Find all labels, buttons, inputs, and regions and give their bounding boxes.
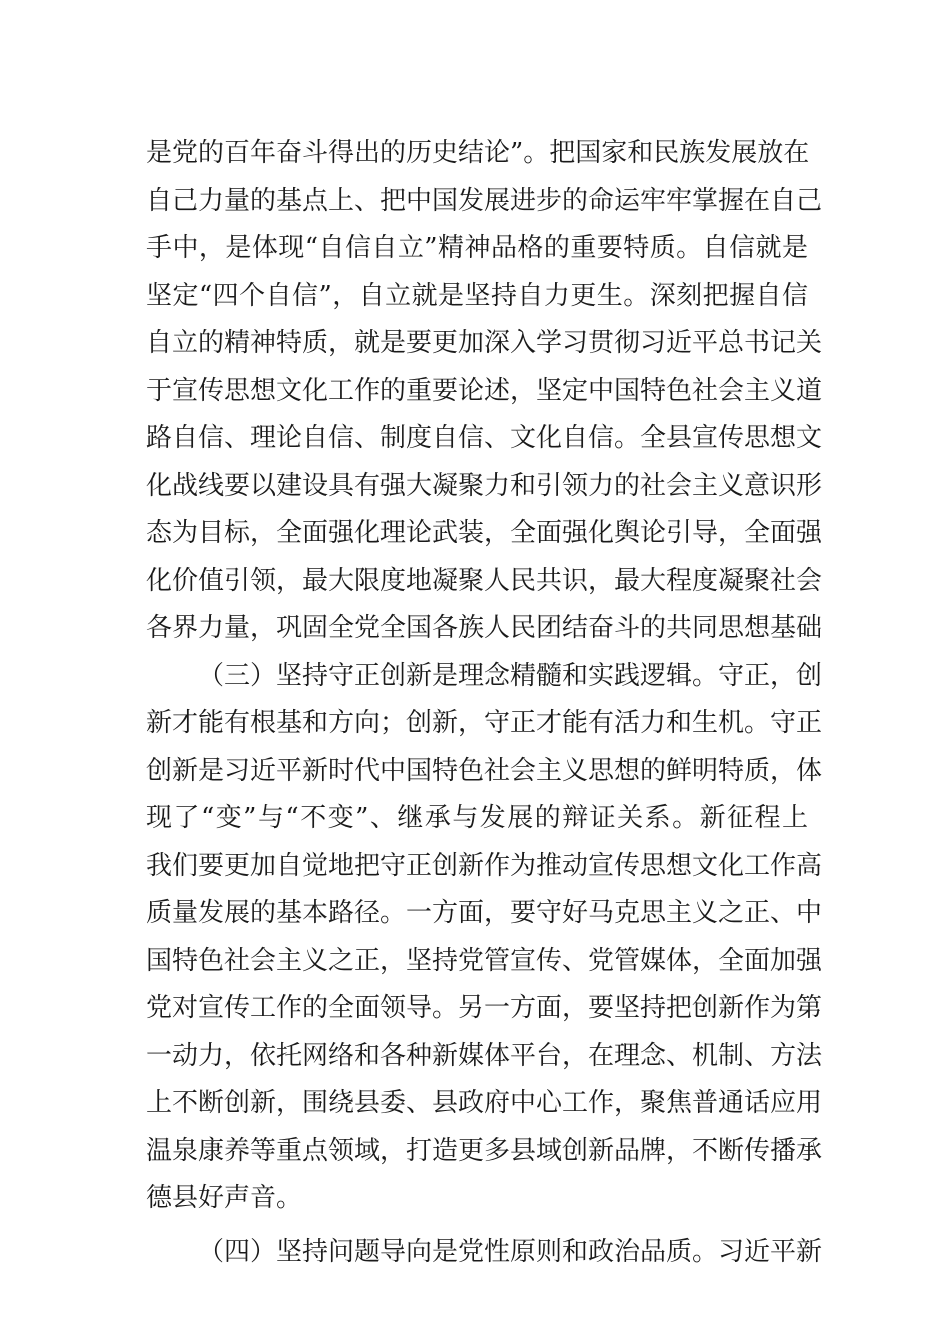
text-line: 德县好声音。 [146,1183,303,1213]
text-line: 化战线要以建设具有强大凝聚力和引领力的社会主义意识形 [146,470,823,501]
paragraph-3 [146,1229,823,1277]
paragraph-2 [146,653,823,1223]
text-line: 新才能有根基和方向；创新，守正才能有活力和生机。守正 [146,708,823,738]
text-line: 坚定“四个自信”，自立就是坚持自力更生。深刻把握自信 [146,280,808,311]
text-line: 手中，是体现“自信自立”精神品格的重要特质。自信就是 [146,233,808,263]
text-line: 各界力量，巩固全党全国各族人民团结奋斗的共同思想基础 [146,613,823,643]
text-line: 自立的精神特质，就是要更加深入学习贯彻习近平总书记关 [146,328,823,358]
text-line: 路自信、理论自信、制度自信、文化自信。全县宣传思想文 [146,423,823,453]
text-line: （三）坚持守正创新是理念精髓和实践逻辑。守正，创 [198,660,823,691]
text-line: 是党的百年奋斗得出的历史结论”。把国家和民族发展放在 [146,138,810,168]
text-line: 现了“变”与“不变”、继承与发展的辩证关系。新征程上 [146,803,808,833]
text-line: 一动力，依托网络和各种新媒体平台，在理念、机制、方法 [146,1040,823,1071]
text-line: 创新是习近平新时代中国特色社会主义思想的鲜明特质，体 [146,755,823,786]
text-line: 上不断创新，围绕县委、县政府中心工作，聚焦普通话应用 [146,1088,823,1118]
body-text [146,130,823,1276]
paragraph-1 [146,130,823,653]
text-line: 自己力量的基点上、把中国发展进步的命运牢牢掌握在自己 [146,185,823,216]
text-line: 态为目标，全面强化理论武装，全面强化舆论引导，全面强 [146,518,823,548]
text-line: 质量发展的基本路径。一方面，要守好马克思主义之正、中 [146,898,823,928]
text-line: （四）坚持问题导向是党性原则和政治品质。习近平新 [198,1236,823,1267]
text-line: 党对宣传工作的全面领导。另一方面，要坚持把创新作为第 [146,993,823,1023]
text-line: 于宣传思想文化工作的重要论述，坚定中国特色社会主义道 [146,375,823,406]
text-line: 我们要更加自觉地把守正创新作为推动宣传思想文化工作高 [146,850,823,881]
text-line: 化价值引领，最大限度地凝聚人民共识，最大程度凝聚社会 [146,565,823,596]
text-line: 国特色社会主义之正，坚持党管宣传、党管媒体，全面加强 [146,945,823,976]
text-line: 温泉康养等重点领域，打造更多县域创新品牌，不断传播承 [146,1135,823,1166]
